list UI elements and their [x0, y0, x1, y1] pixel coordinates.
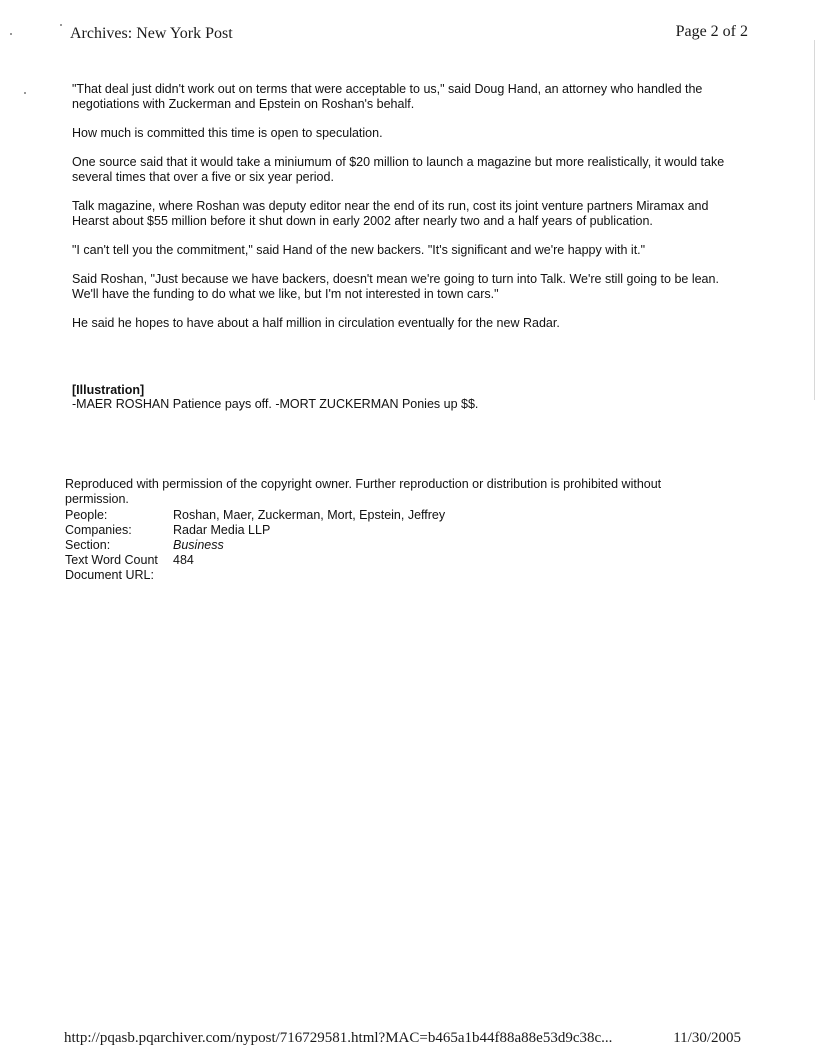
meta-value: Radar Media LLP — [173, 523, 271, 537]
header-title: Archives: New York Post — [70, 25, 233, 42]
article-body — [72, 82, 740, 345]
meta-label: Document URL: — [65, 568, 154, 582]
article-paragraph: He said he hopes to have about a half million in circulation eventually for the new Radar. — [72, 316, 560, 330]
meta-value: 484 — [173, 553, 194, 567]
meta-value: Business — [173, 538, 224, 552]
illustration-heading: [Illustration] — [72, 383, 145, 397]
meta-row-word-count — [65, 553, 445, 568]
scan-speck — [24, 92, 26, 94]
article-paragraph: "That deal just didn't work out on terms that were acceptable to us," said Doug Hand, an attorney who handled the negotiations with Zuckerman and Epstein on Roshan's behalf. — [72, 82, 703, 111]
meta-label: Companies: — [65, 523, 132, 537]
scan-speck — [60, 24, 62, 26]
meta-row-people — [65, 508, 445, 523]
meta-label: People: — [65, 508, 108, 522]
article-paragraph: How much is committed this time is open to speculation. — [72, 126, 383, 140]
page-number: Page 2 of 2 — [675, 23, 748, 40]
illustration-block — [72, 383, 740, 411]
meta-label: Section: — [65, 538, 111, 552]
scan-speck — [10, 33, 12, 35]
article-paragraph: "I can't tell you the commitment," said Hand of the new backers. "It's significant and we're happy with it." — [72, 243, 646, 257]
article-paragraph: Said Roshan, "Just because we have backers, doesn't mean we're going to turn into Talk. We're still going to be lean. We'll have the funding to do what we like, but I'm not interested in town cars." — [72, 272, 719, 301]
meta-row-companies — [65, 523, 445, 538]
article-paragraph: Talk magazine, where Roshan was deputy editor near the end of its run, cost its joint venture partners Miramax and Hearst about $55 million before it shut down in early 2002 after nearly two and a half years of publication. — [72, 199, 709, 228]
copyright-notice: Reproduced with permission of the copyright owner. Further reproduction or distribution is prohibited without permission. — [65, 477, 662, 506]
illustration-caption: -MAER ROSHAN Patience pays off. -MORT ZUCKERMAN Ponies up $$. — [72, 397, 479, 411]
meta-value: Roshan, Maer, Zuckerman, Mort, Epstein, Jeffrey — [173, 508, 446, 522]
meta-row-document-url — [65, 568, 445, 583]
footer-url: http://pqasb.pqarchiver.com/nypost/716729581.html?MAC=b465a1b44f88a88e53d9c38c... — [64, 1030, 613, 1046]
scan-edge-line — [814, 40, 815, 400]
footer-date: 11/30/2005 — [673, 1030, 741, 1046]
meta-row-section — [65, 538, 445, 553]
document-metadata — [65, 508, 445, 583]
article-paragraph: One source said that it would take a miniumum of $20 million to launch a magazine but more realistically, it would take several times that over a five or six year period. — [72, 155, 725, 184]
meta-label: Text Word Count — [65, 553, 158, 567]
